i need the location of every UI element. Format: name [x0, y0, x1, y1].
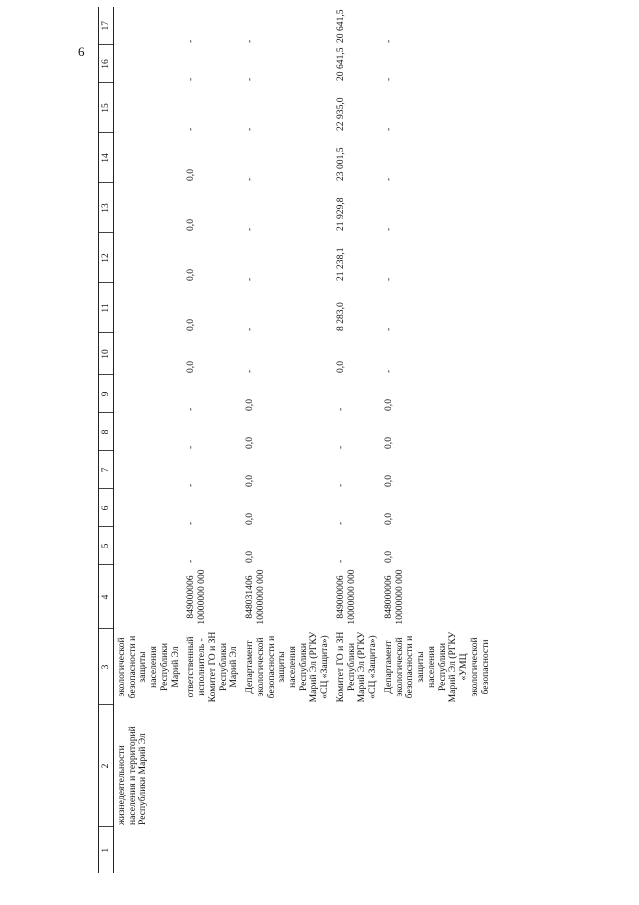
table-row [114, 7, 184, 873]
value-cell-col12: - [244, 277, 256, 281]
column-header-1: 1 [99, 827, 114, 873]
value-cell-col7: - [185, 483, 197, 487]
value-cell-col14: - [244, 177, 256, 181]
value-cell-col17: 20 641,5 [334, 9, 346, 43]
value-cell-col8 [114, 413, 184, 451]
budget-code-cell: 849000006 10000000 000 [334, 569, 357, 625]
value-cell-col5 [114, 527, 184, 565]
value-cell-col12: 0,0 [185, 269, 197, 281]
value-cell-col17: - [244, 39, 256, 43]
executor-cell: Комитет ГО и ЗН Республики Марий Эл (РГКУ «СЦ «Защита») [334, 631, 379, 703]
value-cell-col11: - [382, 327, 394, 331]
value-cell-col6: - [334, 521, 346, 525]
page-number: 6 [78, 44, 85, 59]
column-header-9: 9 [99, 375, 114, 413]
value-cell-col13: - [382, 227, 394, 231]
budget-code-cell: 848000006 10000000 000 [382, 569, 405, 625]
value-cell-col6: 0,0 [244, 513, 256, 525]
column-header-3: 3 [99, 629, 114, 705]
column-header-6: 6 [99, 489, 114, 527]
column-header-16: 16 [99, 45, 114, 83]
value-cell-col6: 0,0 [382, 513, 394, 525]
col1-cell [381, 827, 493, 873]
value-cell-col14: - [382, 177, 394, 181]
program-name-cell [381, 705, 493, 827]
table-row [242, 7, 333, 873]
value-cell-col8: 0,0 [382, 437, 394, 449]
value-cell-col9: - [185, 407, 197, 411]
program-name-cell [183, 705, 242, 827]
value-cell-col10 [114, 333, 184, 375]
executor-cell: экологической безопасности и защиты населения Республики Марий Эл [116, 635, 181, 699]
value-cell-col15: - [244, 127, 256, 131]
value-cell-col11: 8 283,0 [334, 302, 346, 331]
value-cell-col17: - [185, 39, 197, 43]
budget-code-cell [114, 565, 184, 629]
value-cell-col9 [114, 375, 184, 413]
value-cell-col11 [114, 283, 184, 333]
value-cell-col12: - [382, 277, 394, 281]
value-cell-col14: 23 001,5 [334, 147, 346, 181]
value-cell-col12 [114, 233, 184, 283]
value-cell-col8: - [185, 445, 197, 449]
value-cell-col7 [114, 451, 184, 489]
value-cell-col10: 0,0 [334, 361, 346, 373]
value-cell-col16: - [244, 77, 256, 81]
value-cell-col9: 0,0 [382, 399, 394, 411]
col1-cell [114, 827, 184, 873]
column-header-10: 10 [99, 333, 114, 375]
program-name-cell: жизнедеятельности населения и территорий Республики Марий Эл [116, 726, 149, 825]
value-cell-col17: - [382, 39, 394, 43]
value-cell-col13: 0,0 [185, 219, 197, 231]
value-cell-col14 [114, 133, 184, 183]
value-cell-col9: 0,0 [244, 399, 256, 411]
value-cell-col10: - [244, 369, 256, 373]
col1-cell [333, 827, 381, 873]
value-cell-col13: - [244, 227, 256, 231]
table-row [381, 7, 493, 873]
value-cell-col16: - [185, 77, 197, 81]
table-row [333, 7, 381, 873]
budget-code-cell: 849000006 10000000 000 [185, 569, 208, 625]
executor-cell: Департамент экологической безопасности и защиты населения Республики Марий Эл (РГКУ «УМЦ экологической безопасности [382, 631, 491, 703]
column-header-2: 2 [99, 705, 114, 827]
value-cell-col8: 0,0 [244, 437, 256, 449]
column-header-7: 7 [99, 451, 114, 489]
value-cell-col6 [114, 489, 184, 527]
value-cell-col15: 22 935,0 [334, 97, 346, 131]
executor-cell: Департамент экологической безопасности и защиты населения Республики Марий Эл (РГКУ «СЦ «Защита») [244, 631, 331, 703]
column-header-17: 17 [99, 7, 114, 45]
table-row [183, 7, 242, 873]
column-header-11: 11 [99, 283, 114, 333]
value-cell-col6: - [185, 521, 197, 525]
column-header-13: 13 [99, 183, 114, 233]
value-cell-col11: - [244, 327, 256, 331]
value-cell-col16: - [382, 77, 394, 81]
budget-code-cell: 848031406 10000000 000 [244, 569, 266, 625]
budget-table [98, 7, 493, 873]
column-header-14: 14 [99, 133, 114, 183]
value-cell-col9: - [334, 407, 346, 411]
col1-cell [242, 827, 333, 873]
column-header-5: 5 [99, 527, 114, 565]
value-cell-col10: 0,0 [185, 361, 197, 373]
value-cell-col5: 0,0 [244, 551, 256, 563]
value-cell-col8: - [334, 445, 346, 449]
value-cell-col16 [114, 45, 184, 83]
value-cell-col15: - [382, 127, 394, 131]
value-cell-col12: 21 238,1 [334, 247, 346, 281]
column-header-4: 4 [99, 565, 114, 629]
value-cell-col15 [114, 83, 184, 133]
value-cell-col13 [114, 183, 184, 233]
value-cell-col7: 0,0 [382, 475, 394, 487]
value-cell-col16: 20 641,5 [334, 47, 346, 81]
value-cell-col7: 0,0 [244, 475, 256, 487]
column-header-8: 8 [99, 413, 114, 451]
value-cell-col5: - [185, 559, 197, 563]
value-cell-col10: - [382, 369, 394, 373]
column-header-15: 15 [99, 83, 114, 133]
value-cell-col15: - [185, 127, 197, 131]
value-cell-col14: 0,0 [185, 169, 197, 181]
value-cell-col11: 0,0 [185, 319, 197, 331]
program-name-cell [333, 705, 381, 827]
value-cell-col5: - [334, 559, 346, 563]
value-cell-col7: - [334, 483, 346, 487]
program-name-cell [242, 705, 333, 827]
column-header-12: 12 [99, 233, 114, 283]
value-cell-col5: 0,0 [382, 551, 394, 563]
value-cell-col13: 21 929,8 [334, 197, 346, 231]
executor-cell: ответственный исполнитель - Комитет ГО и ЗН Республики Марий Эл [185, 631, 240, 703]
col1-cell [183, 827, 242, 873]
header-row [99, 7, 114, 873]
value-cell-col17 [114, 7, 184, 45]
